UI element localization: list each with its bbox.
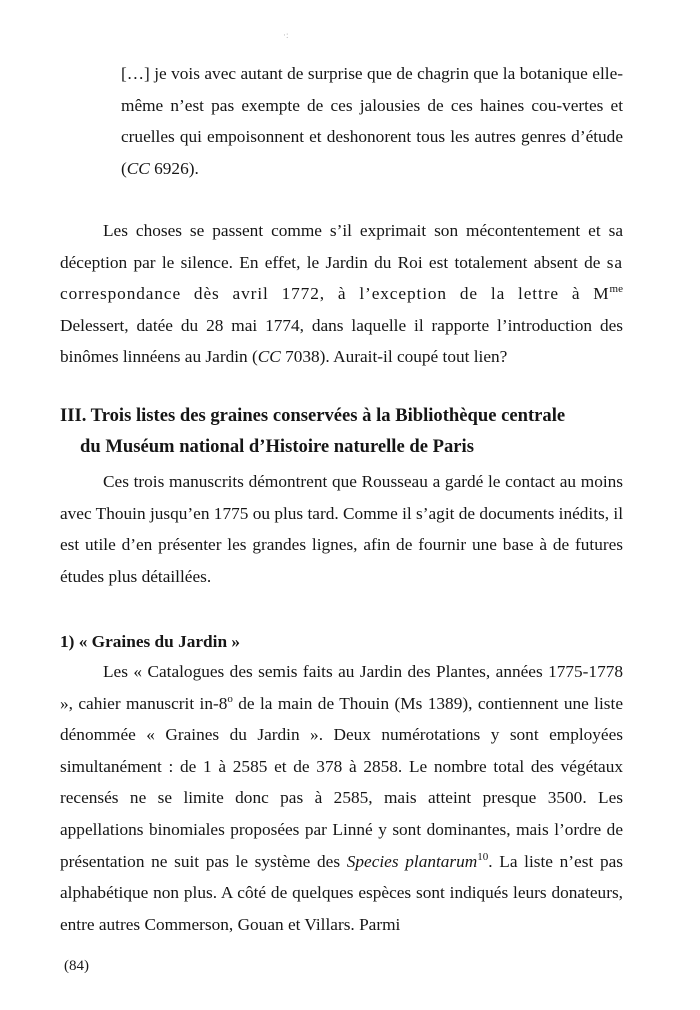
species-plantarum-title: Species plantarum (346, 851, 478, 871)
superscript-o: o (227, 692, 233, 705)
citation-cc: CC (257, 347, 281, 367)
paragraph-catalogues-part-c: . La liste n’est pas alphabétique non plus. A côté de quelques espèces sont indiqués leurs donateurs, entre autres Commerson, Gouan et Villars. Parmi (60, 851, 623, 934)
quote-line-2: elle-même n’est pas exempte de ces jalousies de ces haines cou- (121, 64, 623, 115)
paragraph-silence-part-b: sa correspondance dès avril 1772, à l’exception de la lettre à M (60, 252, 623, 304)
paragraph-catalogues-part-a: Les « Catalogues des semis faits au Jardin des Plantes, années 1775-1778 », cahier manuscrit in-8 (60, 662, 623, 713)
paragraph-catalogues (60, 656, 623, 940)
section-heading-iii (60, 400, 640, 462)
quote-line-3: vertes et cruelles qui empoisonnent et deshonorent tous les autres (121, 95, 623, 147)
subsection-heading-graines: 1) « Graines du Jardin » (60, 632, 241, 651)
section-heading-line-1: III. Trois listes des graines conservées à la Bibliothèque centrale (60, 405, 566, 426)
section-heading-line-2: du Muséum national d’Histoire naturelle de Paris (80, 436, 474, 457)
paragraph-manuscripts: Ces trois manuscrits démontrent que Rousseau a gardé le contact au moins avec Thouin jusqu’en 1775 ou plus tard. Comme il s’agit de documents inédits, il est utile d’en présenter les grandes lignes, afin de fournir une base à de futures études plus détaillées. (60, 472, 623, 586)
page-number: (84) (64, 958, 89, 974)
quote-line-4: genres d’étude ( (121, 127, 623, 178)
quote-citation-abbrev: CC (126, 158, 150, 178)
footnote-ref-10: 10 (477, 850, 489, 863)
superscript-me: me (609, 283, 623, 296)
block-quote (121, 58, 623, 184)
scan-artifact: ·: (283, 30, 289, 40)
paragraph-silence-part-c: Delessert, datée du 28 mai 1774, dans laquelle il rapporte l’introduction des binômes linnéens au Jardin ( (60, 315, 623, 367)
paragraph-catalogues-part-b: de la main de Thouin (Ms 1389), contiennent une liste dénommée « Graines du Jardin ». Deux numérotations y sont employées simultanément : de 1 à 2585 et de 378 à 2858. Le nombre total des végétaux recensés ne se limite donc pas à 2585, mais atteint presque 3500. Les appellations binomiales proposées par Linné y sont dominantes, mais l’ordre de présentation ne suit pas le système des (60, 693, 623, 871)
paragraph-silence-part-a: Les choses se passent comme s’il exprimait son mécontentement et sa déception par le silence. En effet, le Jardin du Roi est totalement absent de (60, 221, 623, 272)
quote-citation-number: 6926). (149, 158, 199, 178)
quote-line-1: […] je vois avec autant de surprise que de chagrin que la botanique (121, 64, 588, 83)
paragraph-silence-part-d: 7038). Aurait-il coupé tout lien? (280, 347, 508, 367)
paragraph-silence (60, 215, 623, 373)
